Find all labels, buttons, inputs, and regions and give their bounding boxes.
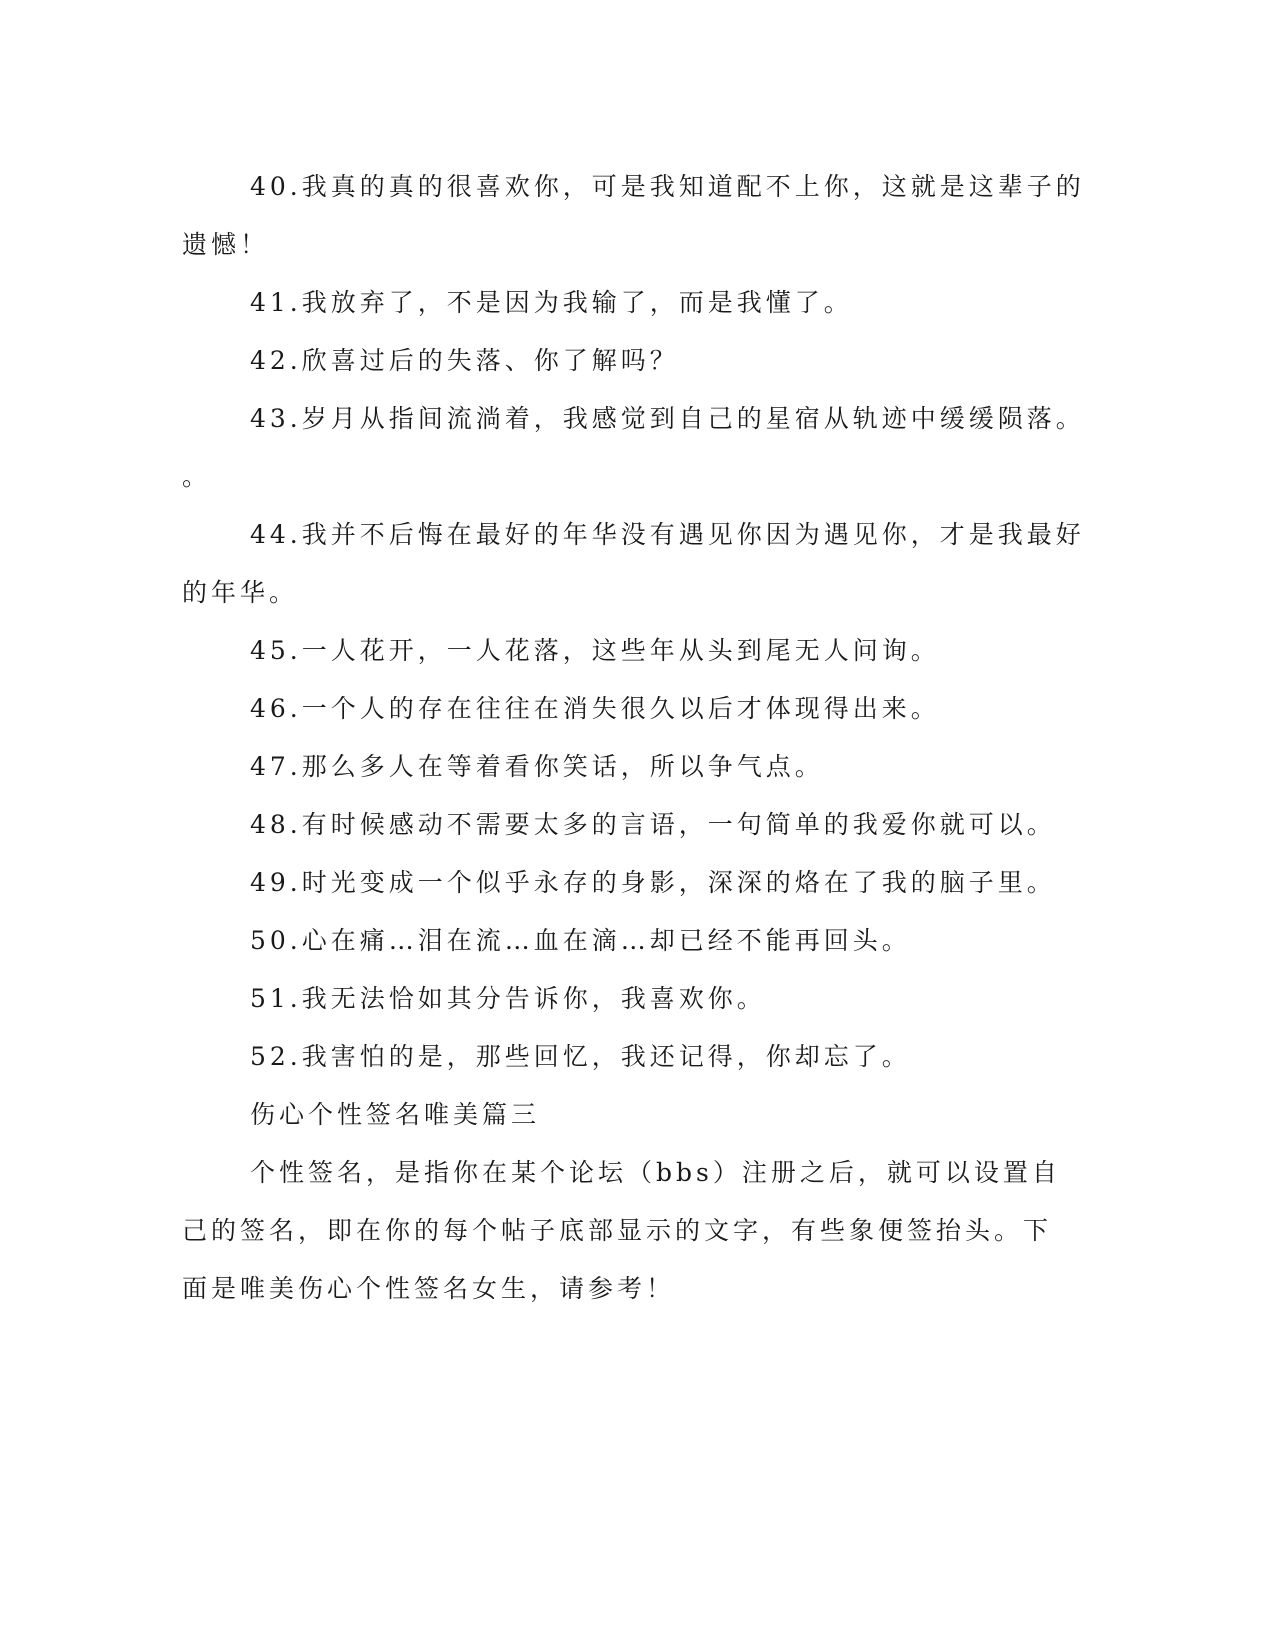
text-line-43a: 43.岁月从指间流淌着，我感觉到自己的星宿从轨迹中缓缓陨落。: [250, 404, 1085, 433]
text-line-49: 49.时光变成一个似乎永存的身影，深深的烙在了我的脑子里。: [250, 868, 1056, 897]
text-line-47: 47.那么多人在等着看你笑话，所以争气点。: [250, 752, 824, 781]
text-line-40a: 40.我真的真的很喜欢你，可是我知道配不上你，这就是这辈子的: [250, 172, 1085, 201]
paragraph-line-2: 己的签名，即在你的每个帖子底部显示的文字，有些象便签抬头。下: [182, 1216, 1053, 1245]
text-line-52: 52.我害怕的是，那些回忆，我还记得，你却忘了。: [250, 1042, 911, 1071]
text-line-51: 51.我无法恰如其分告诉你，我喜欢你。: [250, 984, 766, 1013]
section-heading: 伤心个性签名唯美篇三: [250, 1100, 541, 1129]
text-line-48: 48.有时候感动不需要太多的言语，一句简单的我爱你就可以。: [250, 810, 1056, 839]
text-line-50: 50.心在痛…泪在流…血在滴…却已经不能再回头。: [250, 926, 911, 955]
text-line-44b: 的年华。: [182, 578, 299, 607]
text-line-45: 45.一人花开，一人花落，这些年从头到尾无人问询。: [250, 636, 940, 665]
text-line-43b: 。: [182, 462, 212, 491]
text-line-42: 42.欣喜过后的失落、你了解吗？: [250, 346, 679, 375]
text-line-40b: 遗憾！: [182, 230, 270, 259]
document-body: [182, 158, 1085, 1318]
text-line-41: 41.我放弃了，不是因为我输了，而是我懂了。: [250, 288, 853, 317]
text-line-46: 46.一个人的存在往往在消失很久以后才体现得出来。: [250, 694, 940, 723]
paragraph-line-1: 个性签名，是指你在某个论坛（bbs）注册之后，就可以设置自: [250, 1158, 1061, 1187]
paragraph-line-3: 面是唯美伤心个性签名女生，请参考！: [182, 1274, 676, 1303]
text-line-44a: 44.我并不后悔在最好的年华没有遇见你因为遇见你，才是我最好: [250, 520, 1085, 549]
